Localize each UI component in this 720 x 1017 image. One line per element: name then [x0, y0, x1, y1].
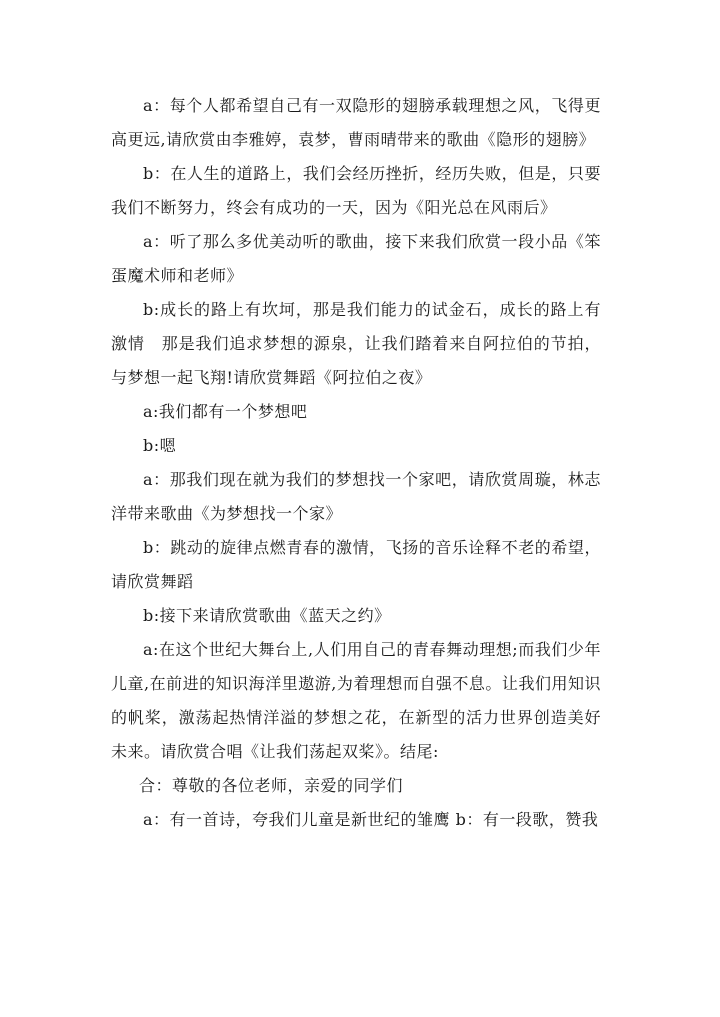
paragraph: a：每个人都希望自己有一双隐形的翅膀承载理想之风，飞得更高更远,请欣赏由李雅婷，袁梦，曹雨晴带来的歌曲《隐形的翅膀》 — [111, 96, 601, 149]
paragraph: a：有一首诗，夸我们儿童是新世纪的雏鹰 b：有一段歌，赞我 — [143, 810, 599, 829]
paragraph: a:在这个世纪大舞台上,人们用自己的青春舞动理想;而我们少年儿童,在前进的知识海洋里遨游,为着理想而自强不息。让我们用知识的帆桨，激荡起热情洋溢的梦想之花，在新型的活力世界创造美好未来。请欣赏合唱《让我们荡起双桨》。结尾: — [111, 640, 601, 761]
paragraph: b:成长的路上有坎坷，那是我们能力的试金石，成长的路上有激情 那是我们追求梦想的源泉，让我们踏着来自阿拉伯的节拍，与梦想一起飞翔!请欣赏舞蹈《阿拉伯之夜》 — [111, 300, 601, 387]
paragraph: b:接下来请欣赏歌曲《蓝天之约》 — [143, 606, 391, 625]
paragraph: a：那我们现在就为我们的梦想找一个家吧，请欣赏周璇，林志洋带来歌曲《为梦想找一个家》 — [111, 470, 601, 523]
paragraph: b:嗯 — [143, 436, 177, 455]
paragraph: b：跳动的旋律点燃青春的激情，飞扬的音乐诠释不老的希望，请欣赏舞蹈 — [111, 538, 601, 591]
document-body — [111, 89, 601, 837]
paragraph: a：听了那么多优美动听的歌曲，接下来我们欣赏一段小品《笨蛋魔术师和老师》 — [111, 232, 601, 285]
paragraph: a:我们都有一个梦想吧 — [143, 402, 308, 421]
paragraph: 合：尊敬的各位老师，亲爱的同学们 — [139, 776, 404, 795]
paragraph: b：在人生的道路上，我们会经历挫折，经历失败，但是，只要我们不断努力，终会有成功的一天，因为《阳光总在风雨后》 — [111, 164, 601, 217]
